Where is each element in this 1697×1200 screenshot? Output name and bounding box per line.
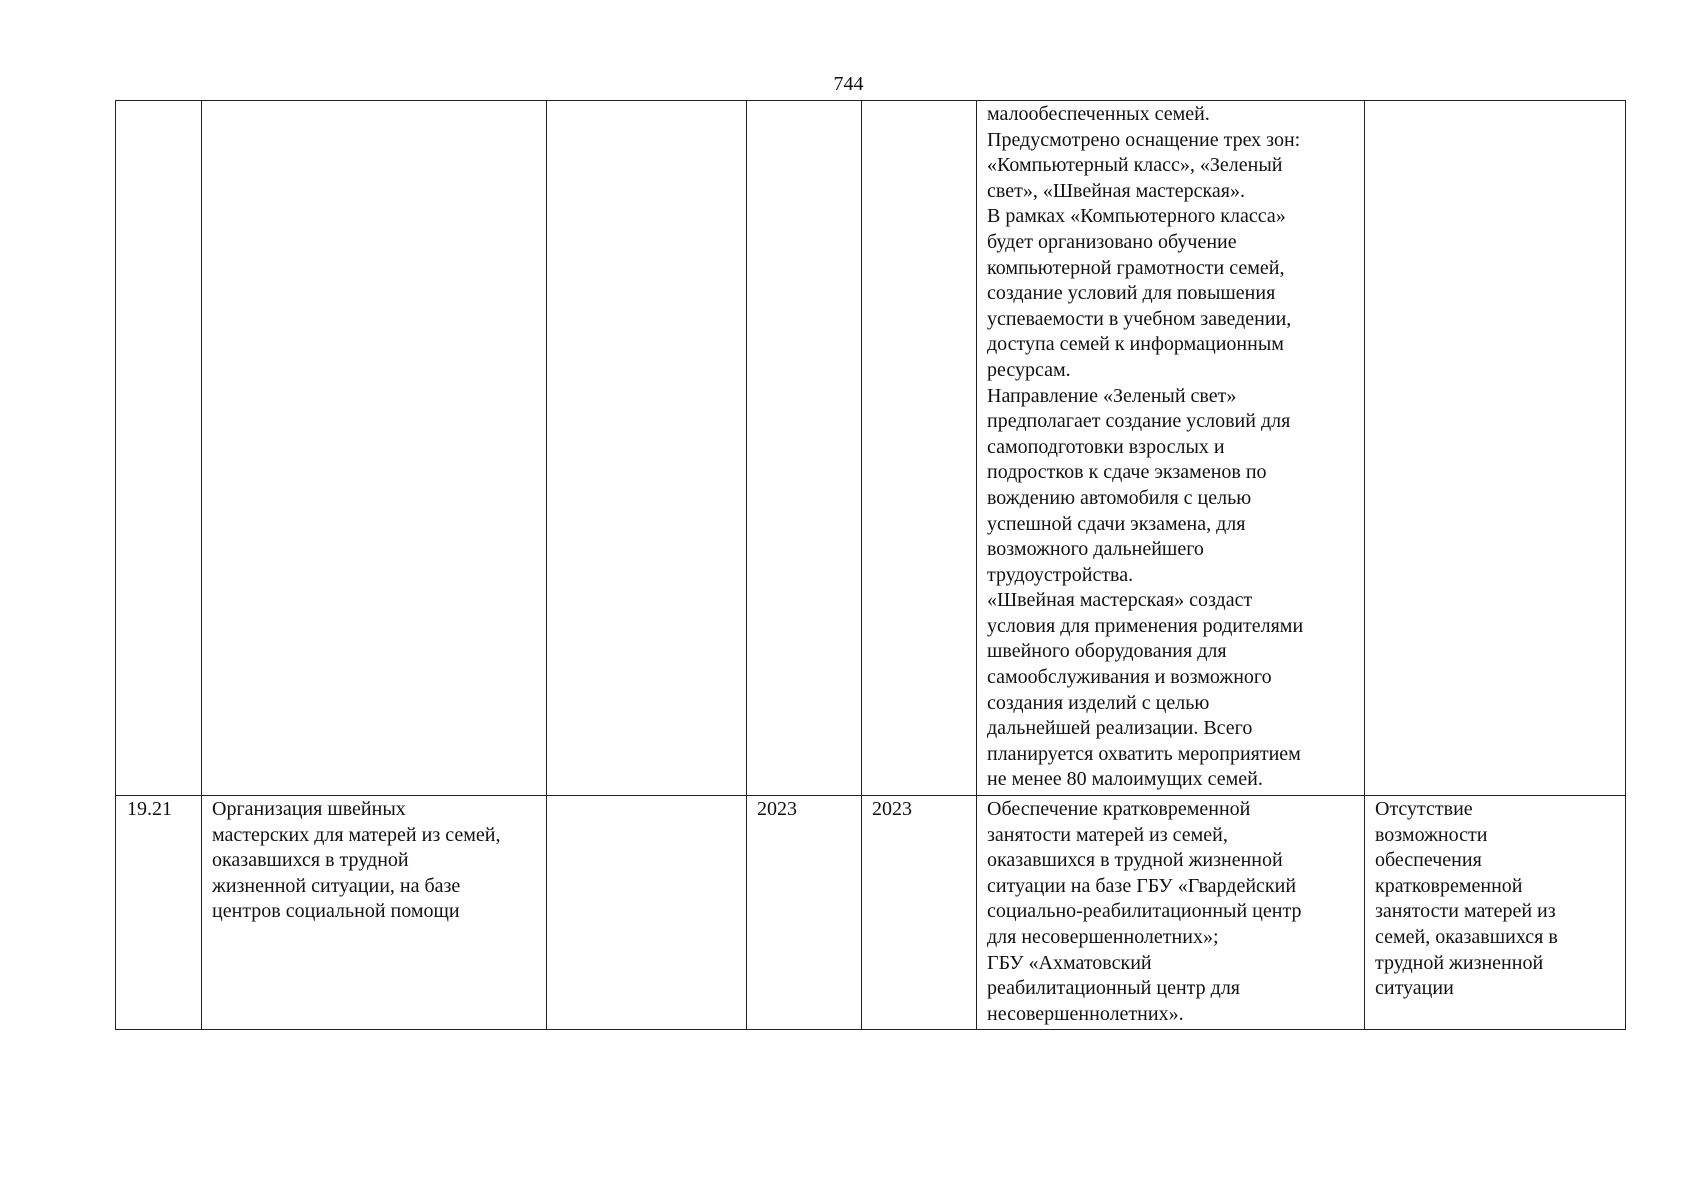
cell-end-year: 2023 [862, 796, 977, 1030]
cell-expected-result: малообеспеченных семей. Предусмотрено оснащение трех зон: «Компьютерный класс», «Зеленый свет», «Швейная мастерская». В рамках «Компьютерного класса» будет организовано обучение компьютерной грамотности семей, создание условий для повышения успеваемости в учебном заведении, доступа семей к информационным ресурсам. Направление «Зеленый свет» предполагает создание условий для самоподготовки взрослых и подростков к сдаче экзаменов по вождению автомобиля с целью успешной сдачи экзамена, для возможного дальнейшего трудоустройства. «Швейная мастерская» создаст условия для применения родителями швейного оборудования для самообслуживания и возможного создания изделий с целью дальнейшей реализации. Всего планируется охватить мероприятием не менее 80 малоимущих семей. [977, 101, 1365, 796]
page-number: 744 [833, 73, 864, 95]
cell-executor [547, 101, 747, 796]
cell-measure-name: Организация швейных мастерских для матерей из семей, оказавшихся в трудной жизненной ситуации, на базе центров социальной помощи [202, 796, 547, 1030]
cell-start-year [747, 101, 862, 796]
cell-executor [547, 796, 747, 1030]
cell-number [116, 101, 202, 796]
cell-number: 19.21 [116, 796, 202, 1030]
cell-start-year: 2023 [747, 796, 862, 1030]
cell-end-year [862, 101, 977, 796]
table-row [116, 101, 1626, 796]
cell-expected-result: Обеспечение кратковременной занятости матерей из семей, оказавшихся в трудной жизненной ситуации на базе ГБУ «Гвардейский социально-реабилитационный центр для несовершеннолетних»; ГБУ «Ахматовский реабилитационный центр для несовершеннолетних». [977, 796, 1365, 1030]
cell-consequence [1365, 101, 1626, 796]
measures-table [115, 100, 1626, 1030]
cell-measure-name [202, 101, 547, 796]
cell-consequence: Отсутствие возможности обеспечения кратковременной занятости матерей из семей, оказавшихся в трудной жизненной ситуации [1365, 796, 1626, 1030]
table-row [116, 796, 1626, 1030]
